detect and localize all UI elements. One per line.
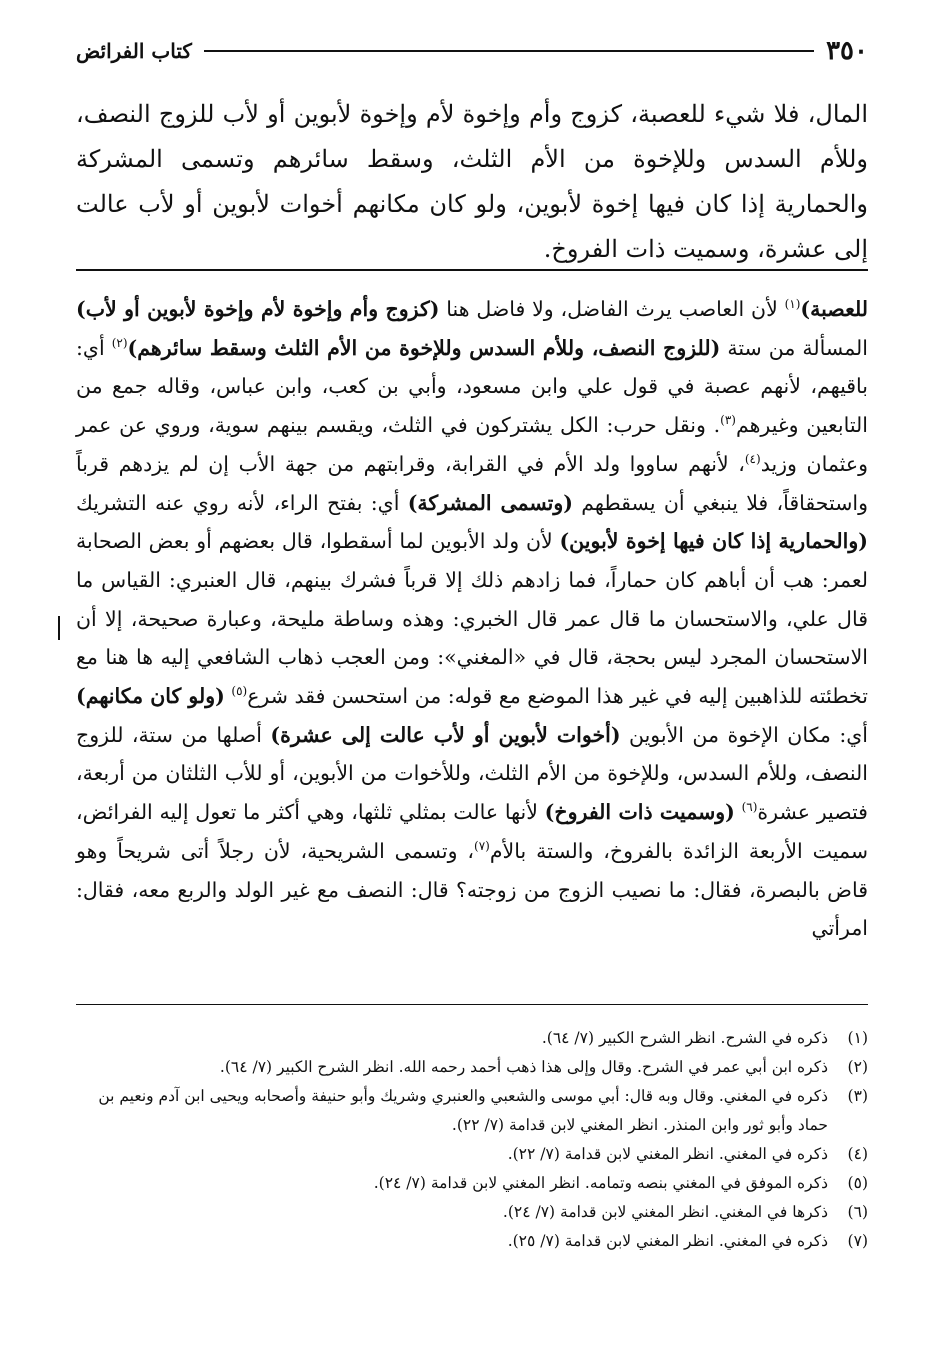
commentary-bold: (وسميت ذات الفروخ) (544, 800, 735, 825)
page-header (76, 34, 868, 68)
margin-mark (58, 616, 60, 640)
footnote-text: ذكره الموفق في المغني بنصه وتمامه. انظر المغني لابن قدامة (٧/ ٢٤). (373, 1174, 828, 1192)
footnote-ref: (٢) (111, 335, 128, 350)
header-rule (204, 50, 814, 52)
commentary-bold: (وتسمى المشركة) (407, 490, 573, 515)
commentary-text: لأن ولد الأبوين لما أسقطوا، قال بعضهم أو بعض الصحابة لعمر: هب أن أباهم كان حماراً، فما زادهم ذلك إلا قرباً فشرك بينهم، قال العنبري: القياس ما قال علي، والاستحسان ما قال عمر قال الخبري: وهذه وساطة مليحة، وعبارة صحيحة، إلا أن الاستحسان المجرد ليس بحجة، قال في «المغني»: ومن العجب ذهاب الشافعي إليه ها هنا مع تخطئته للذاهبين إليه في غير هذا الموضع مع قوله: من استحسن فقد شرع (76, 529, 868, 709)
commentary-paragraph (76, 290, 868, 948)
footnote-text: ذكره ابن أبي عمر في الشرح. وقال وإلى هذا ذهب أحمد رحمه الله. انظر الشرح الكبير (٧/ ٦٤). (219, 1058, 828, 1076)
text-separator (76, 269, 868, 271)
footnotes (76, 1024, 868, 1256)
footnote-text: ذكره في المغني. وقال وبه قال: أبي موسى والشعبي والعنبري وشريك وأبو حنيفة وأصحابه ويحيى ابن آدم ونعيم بن حماد وأبو ثور وابن المنذر. انظر المغني لابن قدامة (٧/ ٢٢). (98, 1087, 828, 1134)
main-text: المال، فلا شيء للعصبة، كزوج وأم وإخوة لأم وإخوة لأبوين أو لأب للزوج النصف، وللأم السدس وللإخوة من الأم الثلث، وسقط سائرهم وتسمى المشركة والحمارية إذا كان فيها إخوة لأبوين، ولو كان مكانهم أخوات لأبوين أو لأب عالت إلى عشرة، وسميت ذات الفروخ. (76, 100, 868, 263)
footnote-ref: (٤) (744, 451, 761, 466)
footnote-text: ذكره في الشرح. انظر الشرح الكبير (٧/ ٦٤). (541, 1029, 828, 1047)
footnote-ref: (٣) (720, 413, 736, 428)
footnote (76, 1140, 868, 1169)
commentary-text: أي: باقيهم، لأنهم عصبة في قول علي وابن مسعود، وأبي بن كعب، وابن عباس، وقاله جمع من التابعين وغيرهم (76, 335, 868, 438)
commentary-text: أي: بفتح الراء، لأنه روي عنه التشريك (76, 490, 408, 515)
commentary-bold: (للزوج النصف، وللأم السدس وللإخوة من الأم الثلث وسقط سائرهم) (127, 335, 721, 360)
footnote-number: (١) (847, 1029, 868, 1047)
footnote (76, 1169, 868, 1198)
commentary-text: ، لأنهم ساووا ولد الأم في القرابة، وقرابتهم من جهة الأب إن لم يزدهم قرباً واستحقاقاً، فلا ينبغي أن يسقطهم (76, 451, 868, 515)
footnote-number: (٥) (847, 1174, 868, 1192)
footnote (76, 1198, 868, 1227)
commentary-bold: (والحمارية إذا كان فيها إخوة لأبوين) (559, 529, 868, 554)
footnote-text: ذكره في المغني. انظر المغني لابن قدامة (٧/ ٢٢). (507, 1145, 828, 1163)
footnote-number: (٣) (847, 1087, 868, 1105)
commentary-text: أي: مكان الإخوة من الأبوين (620, 722, 868, 747)
commentary-text: أصلها من ستة، للزوج النصف، وللأم السدس، وللإخوة من الأم الثلث، وللأخوات من الأبوين، أو للأب الثلثان من أربعة، فتصير عشرة (76, 722, 868, 825)
footnote (76, 1227, 868, 1256)
commentary-bold: للعصبة) (800, 297, 868, 321)
footnote (76, 1024, 868, 1053)
footnote (76, 1082, 868, 1140)
book-title: كتاب الفرائض (76, 39, 192, 63)
commentary-text: لأن العاصب يرث الفاضل، ولا فاضل هنا (439, 297, 785, 321)
footnote-number: (٢) (847, 1058, 868, 1076)
footnote-ref: (٦) (741, 800, 758, 815)
footnote-number: (٧) (847, 1232, 868, 1250)
footnote-text: ذكرها في المغني. انظر المغني لابن قدامة (٧/ ٢٤). (502, 1203, 828, 1221)
footnote-text: ذكره في المغني. انظر المغني لابن قدامة (٧/ ٢٥). (507, 1232, 828, 1250)
footnote-ref: (١) (784, 297, 801, 311)
commentary-text: المسألة من ستة (720, 335, 868, 360)
commentary-bold: (ولو كان مكانهم) (76, 684, 225, 709)
footnote-separator (76, 1004, 868, 1005)
footnote-ref: (٥) (231, 684, 248, 699)
commentary-bold: (كزوج وأم وإخوة لأم وإخوة لأبوين أو لأب) (76, 297, 440, 321)
commentary-text: . ونقل حرب: الكل يشتركون في الثلث، ويقسم بينهم سوية، وروي عن عمر وعثمان وزيد (76, 413, 868, 476)
footnote-number: (٦) (847, 1203, 868, 1221)
commentary-bold: (أخوات لأبوين أو لأب عالت إلى عشرة) (270, 722, 621, 747)
commentary-text: لأنها عالت بمثلي ثلثها، وهي أكثر ما تعول إليه الفرائض، سميت الأربعة الزائدة بالفروخ، والستة بالأم (76, 800, 868, 863)
page-number: ٣٥٠ (826, 36, 868, 66)
footnote-number: (٤) (847, 1145, 868, 1163)
footnote-ref: (٧) (474, 838, 490, 853)
commentary-text: ، وتسمى الشريحية، لأن رجلاً أتى شريحاً وهو قاض بالبصرة، فقال: ما نصيب الزوج من زوجته؟ قال: النصف مع غير الولد والربع معه، فقال: امرأتي (76, 838, 868, 941)
commentary (76, 290, 868, 948)
footnote (76, 1053, 868, 1082)
